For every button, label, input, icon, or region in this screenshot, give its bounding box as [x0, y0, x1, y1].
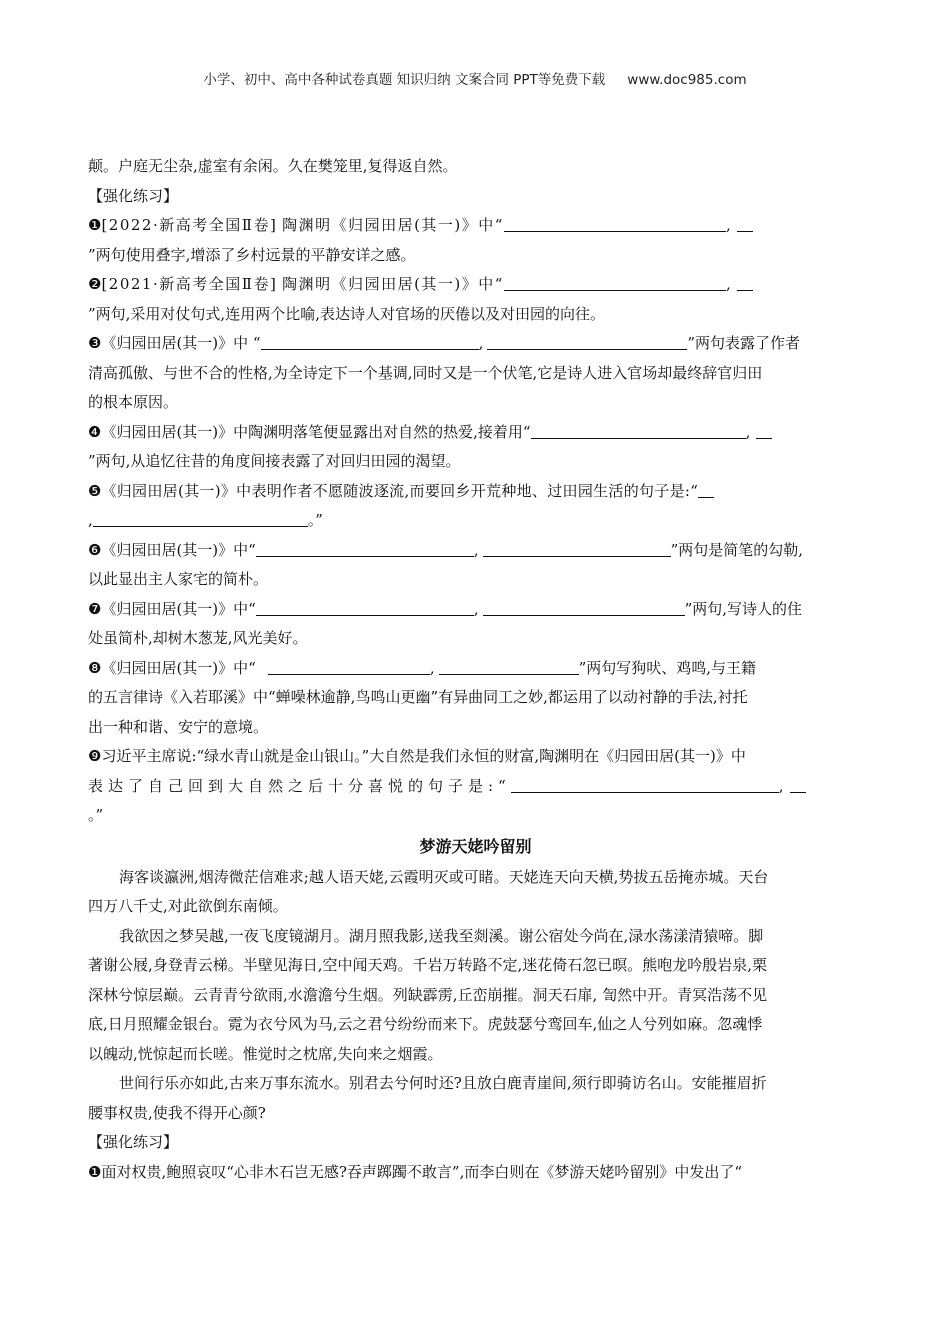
- answer-blank[interactable]: [737, 214, 753, 232]
- question-text: 面对权贵,鲍照哀叹“心非木石岂无感?吞声踯躅不敢言”,而李白则在《梦游天姥吟留别》中发出了“: [101, 1162, 743, 1181]
- poem-title: 梦游天姥吟留别: [419, 836, 532, 856]
- question-number: ❼: [88, 599, 102, 618]
- answer-blank[interactable]: [504, 273, 726, 291]
- answer-blank[interactable]: [439, 657, 579, 675]
- answer-blank[interactable]: [737, 273, 753, 291]
- question-line: 清高孤傲、与世不合的性格,为全诗定下一个基调,同时又是一个伏笔,它是诗人进入官场却最终辞官归田: [88, 363, 763, 382]
- answer-blank[interactable]: [531, 421, 746, 439]
- question-1: ❶[2022·新高考全国Ⅱ卷] 陶渊明《归园田居(其一)》中“ , ”两句使用叠字,增添了乡村远景的平静安详之感。: [88, 211, 863, 270]
- page-header: [0, 68, 950, 88]
- question-number: ❶: [88, 216, 102, 234]
- header-site: www.doc985.com: [627, 72, 747, 88]
- question-line: 的根本原因。: [88, 393, 179, 411]
- question-line: 处虽简朴,却树木葱茏,风光美好。: [88, 629, 308, 647]
- question-number: ❸: [88, 334, 102, 352]
- question-number: ❺: [88, 481, 102, 500]
- question-10: [88, 1158, 863, 1188]
- question-7: ❼《归园田居(其一)》中“ , ”两句,写诗人的住 处虽简朴,却树木葱茏,风光美好。: [88, 595, 863, 654]
- question-text: 《归园田居(其一)》中“: [101, 540, 256, 559]
- question-number: ❽: [88, 658, 102, 677]
- question-text: 《归园田居(其一)》中陶渊明落笔便显露出对自然的热爱,接着用“: [101, 422, 531, 441]
- question-text: 陶渊明《归园田居(其一)》中“: [282, 275, 504, 293]
- answer-blank[interactable]: [698, 480, 714, 498]
- answer-blank[interactable]: [487, 332, 687, 350]
- poem1-tail: 颠。户庭无尘杂,虚室有余闲。久在樊笼里,复得返自然。: [88, 157, 458, 175]
- question-9: ❾习近平主席说:“绿水青山就是金山银山。”大自然是我们永恒的财富,陶渊明在《归园田居(其一)》中 表达了自己回到大自然之后十分喜悦的句子是:“ , 。”: [88, 742, 863, 831]
- question-number: ❻: [88, 540, 102, 559]
- question-text: 《归园田居(其一)》中“: [101, 599, 256, 618]
- question-line: 的五言律诗《入若耶溪》中“蝉噪林逾静,鸟鸣山更幽”有异曲同工之妙,都运用了以动衬静的手法,衬托: [88, 688, 748, 706]
- question-number: ❶: [88, 1162, 102, 1181]
- question-6: ❻《归园田居(其一)》中“ , ”两句是简笔的勾勒, 以此显出主人家宅的简朴。: [88, 536, 863, 595]
- answer-blank[interactable]: [756, 421, 772, 439]
- question-3: ❸《归园田居(其一)》中 “ , ”两句表露了作者 清高孤傲、与世不合的性格,为全诗定下一个基调,同时又是一个伏笔,它是诗人进入官场却最终辞官归田 的根本原因。: [88, 329, 863, 418]
- question-tail: ”两句,采用对仗句式,连用两个比喻,表达诗人对官场的厌倦以及对田园的向往。: [88, 304, 605, 323]
- question-text: 《归园田居(其一)》中“: [101, 658, 256, 677]
- question-source: [2022·新高考全国Ⅱ卷]: [101, 216, 278, 234]
- answer-blank[interactable]: [504, 214, 726, 232]
- poem-paragraph-3: 世间行乐亦如此,古来万事东流水。别君去兮何时还?且放白鹿青崖间,须行即骑访名山。安能摧眉折 腰事权贵,使我不得开心颜?: [88, 1074, 767, 1122]
- question-line: 出一种和谐、安宁的意境。: [88, 717, 269, 736]
- question-text: 表达了自己回到大自然之后十分喜悦的句子是:“: [88, 776, 511, 795]
- section-label: 【强化练习】: [88, 186, 179, 205]
- answer-blank[interactable]: [483, 539, 671, 557]
- question-text: 习近平主席说:“绿水青山就是金山银山。”大自然是我们永恒的财富,陶渊明在《归园田居(其一)》中: [101, 747, 746, 765]
- answer-blank[interactable]: [256, 598, 474, 616]
- answer-blank[interactable]: [511, 775, 779, 793]
- question-number: ❹: [88, 422, 102, 441]
- answer-blank[interactable]: [256, 539, 474, 557]
- question-4: ❹《归园田居(其一)》中陶渊明落笔便显露出对自然的热爱,接着用“ , ”两句,从追忆往昔的角度间接表露了对回归田园的渴望。: [88, 418, 863, 477]
- answer-blank[interactable]: [268, 657, 430, 675]
- answer-blank[interactable]: [483, 598, 685, 616]
- page-content: [88, 152, 863, 1187]
- question-text: 《归园田居(其一)》中表明作者不愿随波逐流,而要回乡开荒种地、过田园生活的句子是:“: [101, 481, 699, 500]
- question-text: 《归园田居(其一)》中 “: [101, 334, 261, 352]
- question-source: [2021·新高考全国Ⅱ卷]: [101, 275, 278, 293]
- question-8: ❽《归园田居(其一)》中“ , ”两句写狗吠、鸡鸣,与王籍 的五言律诗《入若耶溪》中“蝉噪林逾静,鸟鸣山更幽”有异曲同工之妙,都运用了以动衬静的手法,衬托 出一种和谐、安宁的意境。: [88, 654, 863, 743]
- section-label: 【强化练习】: [88, 1133, 179, 1151]
- answer-blank[interactable]: [93, 509, 308, 527]
- question-tail: ”两句,从追忆往昔的角度间接表露了对回归田园的渴望。: [88, 452, 461, 470]
- question-tail: ”两句使用叠字,增添了乡村远景的平静安详之感。: [88, 245, 416, 264]
- question-2: ❷[2021·新高考全国Ⅱ卷] 陶渊明《归园田居(其一)》中“ , ”两句,采用对仗句式,连用两个比喻,表达诗人对官场的厌倦以及对田园的向往。: [88, 270, 863, 329]
- question-5: ❺《归园田居(其一)》中表明作者不愿随波逐流,而要回乡开荒种地、过田园生活的句子是:“ , 。”: [88, 477, 863, 536]
- question-text: 陶渊明《归园田居(其一)》中“: [282, 216, 504, 234]
- question-number: ❷: [88, 275, 102, 293]
- question-number: ❾: [88, 747, 102, 765]
- header-text: 小学、初中、高中各种试卷真题 知识归纳 文案合同 PPT等免费下载: [203, 72, 606, 88]
- question-line: 以此显出主人家宅的简朴。: [88, 570, 269, 588]
- poem-paragraph-2: 我欲因之梦吴越,一夜飞度镜湖月。湖月照我影,送我至剡溪。谢公宿处今尚在,渌水荡漾清猿啼。脚 著谢公屐,身登青云梯。半壁见海日,空中闻天鸡。千岩万转路不定,迷花倚石忽已暝。熊咆龙吟殷岩泉,栗 深林兮惊层巅。云青青兮欲雨,水澹澹兮生烟。列缺霹雳,丘峦崩摧。洞天石扉, 訇然中开。青冥浩荡不见 底,日月照耀金银台。霓为衣兮风为马,云之君兮纷纷而来下。虎鼓瑟兮鸾回车,仙之人兮列如麻。忽魂悸 以魄动,恍惊起而长嗟。惟觉时之枕席,失向来之烟霞。: [88, 926, 768, 1063]
- poem-paragraph-1: 海客谈瀛洲,烟涛微茫信难求;越人语天姥,云霞明灭或可睹。天姥连天向天横,势拔五岳掩赤城。天台 四万八千丈,对此欲倒东南倾。: [88, 867, 769, 915]
- answer-blank[interactable]: [261, 332, 479, 350]
- answer-blank[interactable]: [790, 775, 806, 793]
